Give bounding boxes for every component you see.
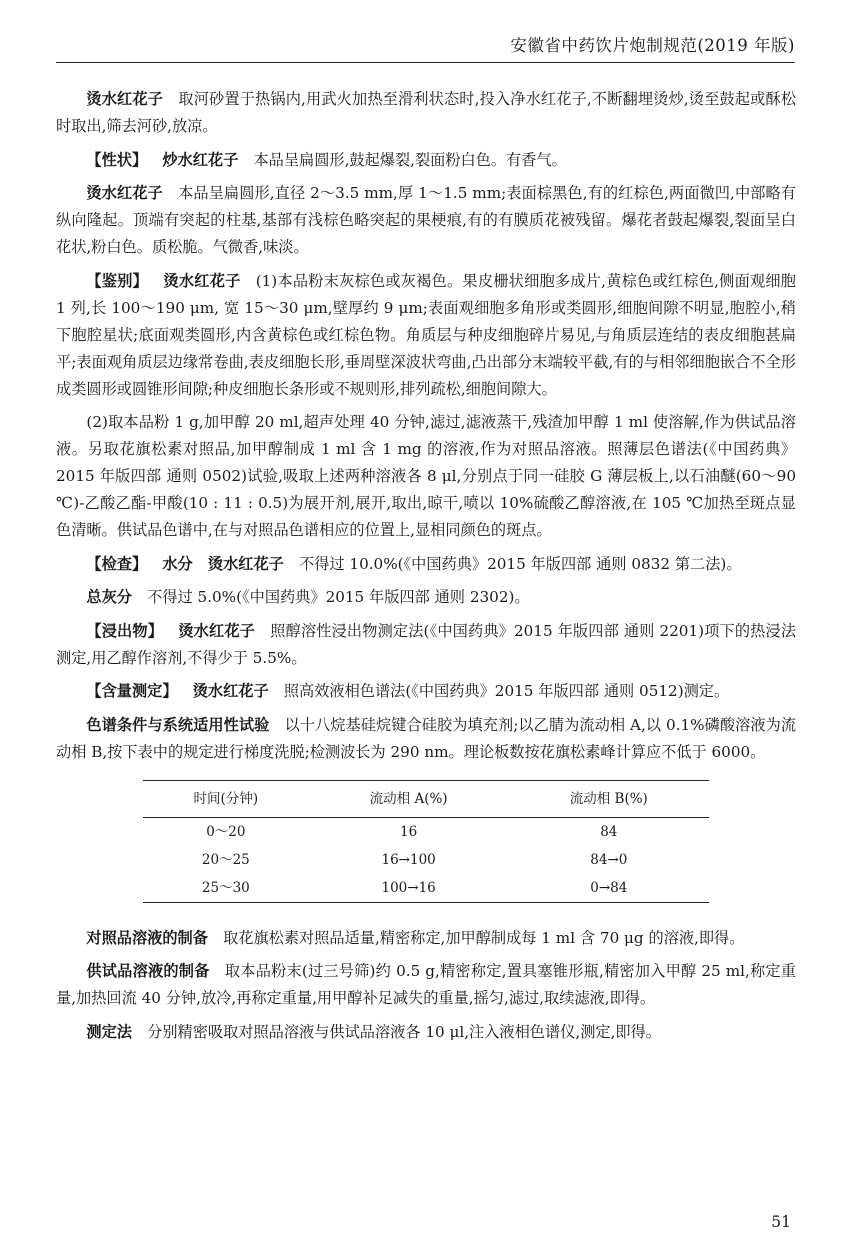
paragraph-head: 烫水红花子 — [163, 271, 241, 290]
paragraph-text: 不得过 5.0%(《中国药典》2015 年版四部 通则 2302)。 — [147, 588, 530, 606]
paragraph-head: 总灰分 — [86, 588, 132, 606]
paragraph-chromatographic-conditions — [56, 712, 796, 766]
section-tag: 【含量测定】 — [86, 682, 178, 700]
paragraph-characteristics — [56, 147, 796, 174]
running-header — [56, 30, 795, 63]
section-tag: 【浸出物】 — [86, 621, 164, 640]
paragraph-reference-solution — [56, 925, 796, 952]
paragraph-determination — [56, 1019, 796, 1046]
column-header-phase-a: 流动相 A(%) — [309, 780, 509, 817]
table-row — [143, 846, 709, 874]
paragraph-head: 烫水红花子 — [192, 682, 269, 700]
paragraph-head: 色谱条件与系统适用性试验 — [86, 715, 270, 734]
paragraph-extract — [56, 618, 796, 672]
paragraph-text: 本品呈扁圆形,直径 2～3.5 mm,厚 1～1.5 mm;表面棕黑色,有的红棕色,两面微凹,中部略有纵向隆起。顶端有突起的柱基,基部有浅棕色略突起的果梗痕,有的有膜质花被残留。爆花者鼓起爆裂,裂面呈白花状,粉白色。质松脆。气微香,味淡。 — [56, 184, 796, 256]
table-row — [143, 817, 709, 846]
paragraph-text: 不得过 10.0%(《中国药典》2015 年版四部 通则 0832 第二法)。 — [299, 554, 742, 573]
table-cell: 0～20 — [206, 823, 246, 840]
page-body — [56, 86, 796, 1052]
column-header-time: 时间(分钟) — [143, 780, 309, 817]
section-tag: 【鉴别】 — [86, 271, 149, 290]
table-cell: 0→84 — [590, 879, 628, 896]
paragraph-head: 炒水红花子 — [162, 150, 239, 169]
paragraph-text: 以十八烷基硅烷键合硅胶为填充剂;以乙腈为流动相 A,以 0.1%磷酸溶液为流动相 B,按下表中的规定进行梯度洗脱;检测波长为 290 nm。理论板数按花旗松素峰计算应不低于 6000。 — [56, 715, 797, 761]
paragraph-identification-2 — [56, 409, 796, 544]
paragraph-head: 烫水红花子 — [178, 621, 255, 640]
paragraph-head: 烫水红花子 — [207, 554, 284, 573]
paragraph-text: (2)取本品粉 1 g,加甲醇 20 ml,超声处理 40 分钟,滤过,滤液蒸干,残渣加甲醇 1 ml 使溶解,作为供试品溶液。另取花旗松素对照品,加甲醇制成 1 ml 含 1 mg 的溶液,作为对照品溶液。照薄层色谱法(《中国药典》2015 年版四部 通则 0502)试验,吸取上述两种溶液各 8 μl,分别点于同一硅胶 G 薄层板上,以石油醚(60～90 ℃)-乙酸乙酯-甲酸(10 : 11 : 0.5)为展开剂,展开,取出,晾干,喷以 10%硫酸乙醇溶液,在 105 ℃加热至斑点显色清晰。供试品色谱中,在与对照品色谱相应的位置上,显相同颜色的斑点。 — [56, 413, 796, 539]
paragraph-identification-1 — [56, 268, 796, 403]
table-cell: 20～25 — [201, 851, 250, 868]
table-cell: 16 — [400, 823, 418, 840]
paragraph-head: 测定法 — [86, 1022, 132, 1041]
paragraph-text: (1)本品粉末灰棕色或灰褐色。果皮栅状细胞多成片,黄棕色或红棕色,侧面观细胞 1 列,长 100～190 μm, 宽 15～30 μm,壁厚约 9 μm;表面观细胞多角形或类圆形,细胞间隙不明显,胞腔小,稍下胞腔星状;底面观类圆形,内含黄棕色或红棕色物。角质层与种皮细胞碎片易见,与角质层连结的表皮细胞甚扁平;表面观角质层边缘常卷曲,表皮细胞长形,垂周壁深波状弯曲,凸出部分末端较平截,有的与相邻细胞嵌合不全形成类圆形或圆锥形间隙;种皮细胞长条形或不规则形,排列疏松,细胞间隙大。 — [56, 271, 796, 398]
table-cell: 84→0 — [590, 851, 628, 868]
paragraph-assay — [56, 678, 796, 705]
table-header-row — [143, 780, 709, 817]
paragraph-processing-method — [56, 86, 796, 140]
paragraph-characteristics-detail — [56, 180, 796, 261]
paragraph-inspection-moisture — [56, 551, 796, 578]
paragraph-text: 照高效液相色谱法(《中国药典》2015 年版四部 通则 0512)测定。 — [283, 682, 730, 700]
paragraph-head: 烫水红花子 — [86, 90, 164, 108]
paragraph-head: 烫水红花子 — [86, 184, 163, 202]
section-tag: 【检查】 — [86, 554, 148, 573]
page-number: 51 — [771, 1213, 791, 1231]
column-header-phase-b: 流动相 B(%) — [509, 780, 709, 817]
paragraph-head: 对照品溶液的制备 — [86, 928, 208, 947]
header-title: 安徽省中药饮片炮制规范(2019 年版) — [510, 36, 795, 55]
section-tag: 【性状】 — [86, 150, 148, 169]
paragraph-text: 本品呈扁圆形,鼓起爆裂,裂面粉白色。有香气。 — [253, 150, 567, 169]
gradient-table — [143, 780, 709, 903]
paragraph-total-ash — [56, 584, 796, 611]
paragraph-text: 取河砂置于热锅内,用武火加热至滑利状态时,投入净水红花子,不断翻埋烫炒,烫至鼓起或酥松时取出,筛去河砂,放凉。 — [56, 90, 797, 135]
paragraph-test-solution — [56, 958, 796, 1012]
table-row — [143, 874, 709, 903]
paragraph-head: 供试品溶液的制备 — [86, 962, 210, 980]
paragraph-text: 照醇溶性浸出物测定法(《中国药典》2015 年版四部 通则 2201)项下的热浸法测定,用乙醇作溶剂,不得少于 5.5%。 — [56, 621, 797, 667]
paragraph-text: 取本品粉末(过三号筛)约 0.5 g,精密称定,置具塞锥形瓶,精密加入甲醇 25 ml,称定重量,加热回流 40 分钟,放冷,再称定重量,用甲醇补足减失的重量,摇匀,滤过,取续滤液,即得。 — [56, 962, 796, 1007]
table-cell: 25～30 — [201, 879, 250, 896]
table-cell: 84 — [600, 823, 618, 840]
paragraph-text: 取花旗松素对照品适量,精密称定,加甲醇制成每 1 ml 含 70 μg 的溶液,即得。 — [223, 928, 745, 947]
paragraph-subhead: 水分 — [162, 554, 193, 573]
table-cell: 16→100 — [381, 851, 436, 868]
paragraph-text: 分别精密吸取对照品溶液与供试品溶液各 10 μl,注入液相色谱仪,测定,即得。 — [147, 1022, 661, 1041]
table-cell: 100→16 — [381, 879, 436, 896]
